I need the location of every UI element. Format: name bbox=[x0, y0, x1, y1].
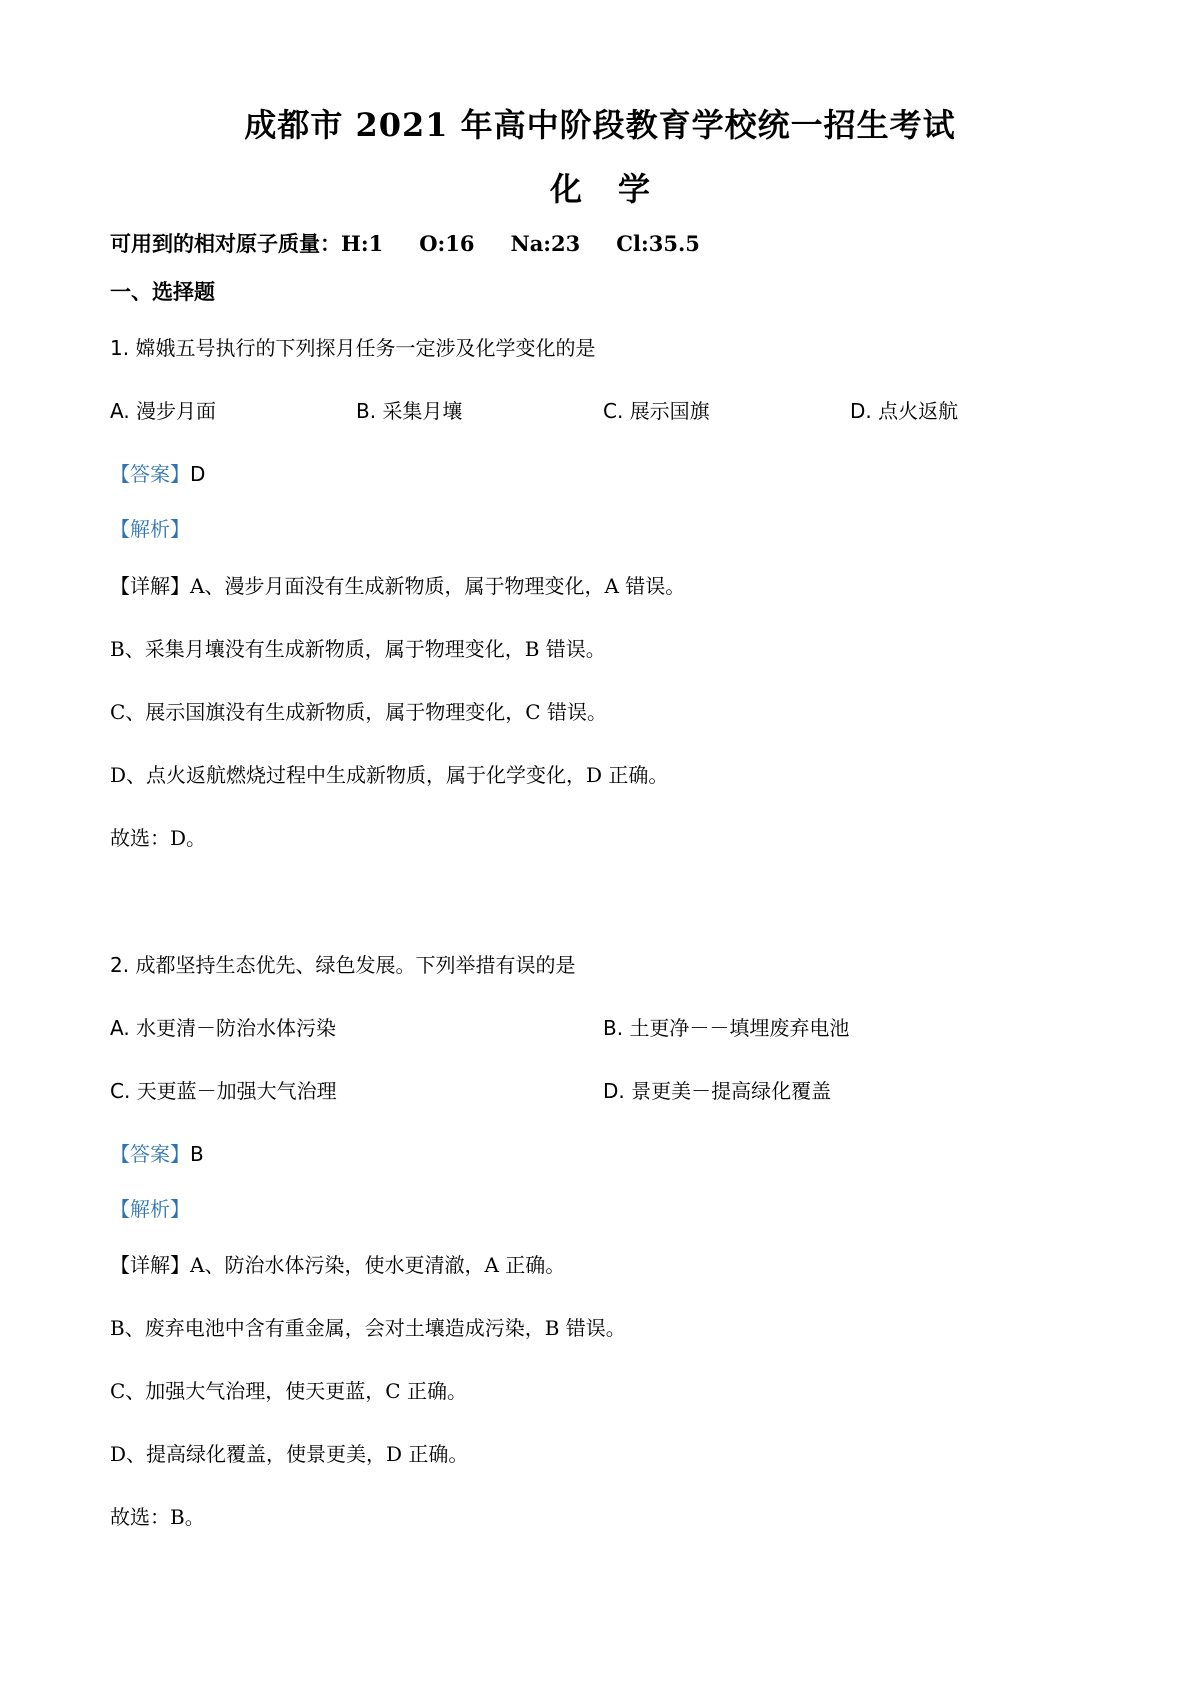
option-text: 水更清－防治水体污染 bbox=[136, 1016, 337, 1040]
q2-answer bbox=[110, 1138, 204, 1167]
answer-label: 【答案】 bbox=[110, 1142, 190, 1166]
answer-value: B bbox=[190, 1142, 204, 1166]
subject-title bbox=[0, 164, 1200, 210]
q1-stem bbox=[110, 332, 595, 361]
q2-option-a bbox=[110, 1012, 336, 1041]
q2-detail-line-4: D、提高绿化覆盖，使景更美，D 正确。 bbox=[110, 1442, 469, 1466]
option-letter: D. bbox=[603, 1079, 625, 1103]
detail-text: A、漫步月面没有生成新物质，属于物理变化，A 错误。 bbox=[190, 574, 686, 598]
q1-detail-line-2: B、采集月壤没有生成新物质，属于物理变化，B 错误。 bbox=[110, 637, 606, 661]
option-letter: D. bbox=[850, 399, 872, 423]
q1-stem-text: 嫦娥五号执行的下列探月任务一定涉及化学变化的是 bbox=[135, 336, 596, 360]
q2-choice: 故选：B。 bbox=[110, 1505, 205, 1529]
q1-option-c bbox=[603, 395, 710, 424]
option-text: 景更美－提高绿化覆盖 bbox=[631, 1079, 832, 1103]
subject-char-1: 化 bbox=[549, 170, 582, 208]
option-letter: C. bbox=[603, 399, 624, 423]
answer-label: 【答案】 bbox=[110, 462, 190, 486]
q2-stem bbox=[110, 949, 575, 978]
option-text: 天更蓝－加强大气治理 bbox=[136, 1079, 337, 1103]
option-letter: C. bbox=[110, 1079, 131, 1103]
q2-detail-line-3: C、加强大气治理，使天更蓝，C 正确。 bbox=[110, 1379, 467, 1403]
option-text: 漫步月面 bbox=[136, 399, 217, 423]
q2-detail-line-2: B、废弃电池中含有重金属，会对土壤造成污染，B 错误。 bbox=[110, 1316, 626, 1340]
option-text: 展示国旗 bbox=[629, 399, 710, 423]
detail-label: 【详解】 bbox=[110, 574, 190, 598]
answer-value: D bbox=[190, 462, 206, 486]
section-title: 一、选择题 bbox=[110, 279, 215, 304]
option-letter: B. bbox=[603, 1016, 624, 1040]
option-text: 采集月壤 bbox=[382, 399, 463, 423]
detail-label: 【详解】 bbox=[110, 1253, 190, 1277]
mass-h: H:1 bbox=[341, 231, 384, 256]
q2-option-d bbox=[603, 1075, 831, 1104]
mass-o: O:16 bbox=[419, 231, 475, 256]
option-letter: A. bbox=[110, 399, 130, 423]
q2-detail-line-1 bbox=[110, 1249, 565, 1278]
q1-option-a bbox=[110, 395, 216, 424]
q1-number: 1. bbox=[110, 336, 130, 360]
option-letter: A. bbox=[110, 1016, 130, 1040]
mass-cl: Cl:35.5 bbox=[616, 231, 700, 256]
q1-analysis-label: 【解析】 bbox=[110, 517, 190, 541]
q1-option-b bbox=[356, 395, 462, 424]
subject-char-2: 学 bbox=[618, 170, 651, 208]
q1-answer bbox=[110, 458, 205, 487]
q1-option-d bbox=[850, 395, 958, 424]
q1-detail-line-4: D、点火返航燃烧过程中生成新物质，属于化学变化，D 正确。 bbox=[110, 763, 669, 787]
exam-title: 成都市 2021 年高中阶段教育学校统一招生考试 bbox=[244, 106, 956, 144]
masses-label: 可用到的相对原子质量： bbox=[110, 231, 341, 256]
q2-stem-text: 成都坚持生态优先、绿色发展。下列举措有误的是 bbox=[135, 953, 576, 977]
q2-analysis-label: 【解析】 bbox=[110, 1197, 190, 1221]
q1-detail-line-3: C、展示国旗没有生成新物质，属于物理变化，C 错误。 bbox=[110, 700, 607, 724]
option-letter: B. bbox=[356, 399, 377, 423]
atomic-masses bbox=[110, 228, 736, 258]
q2-number: 2. bbox=[110, 953, 130, 977]
option-text: 点火返航 bbox=[878, 399, 959, 423]
mass-na: Na:23 bbox=[510, 231, 581, 256]
detail-text: A、防治水体污染，使水更清澈，A 正确。 bbox=[190, 1253, 566, 1277]
option-text: 土更净－－填埋废弃电池 bbox=[629, 1016, 850, 1040]
q1-detail-line-1 bbox=[110, 570, 685, 599]
q2-option-c bbox=[110, 1075, 337, 1104]
q2-option-b bbox=[603, 1012, 849, 1041]
q1-choice: 故选：D。 bbox=[110, 826, 207, 850]
